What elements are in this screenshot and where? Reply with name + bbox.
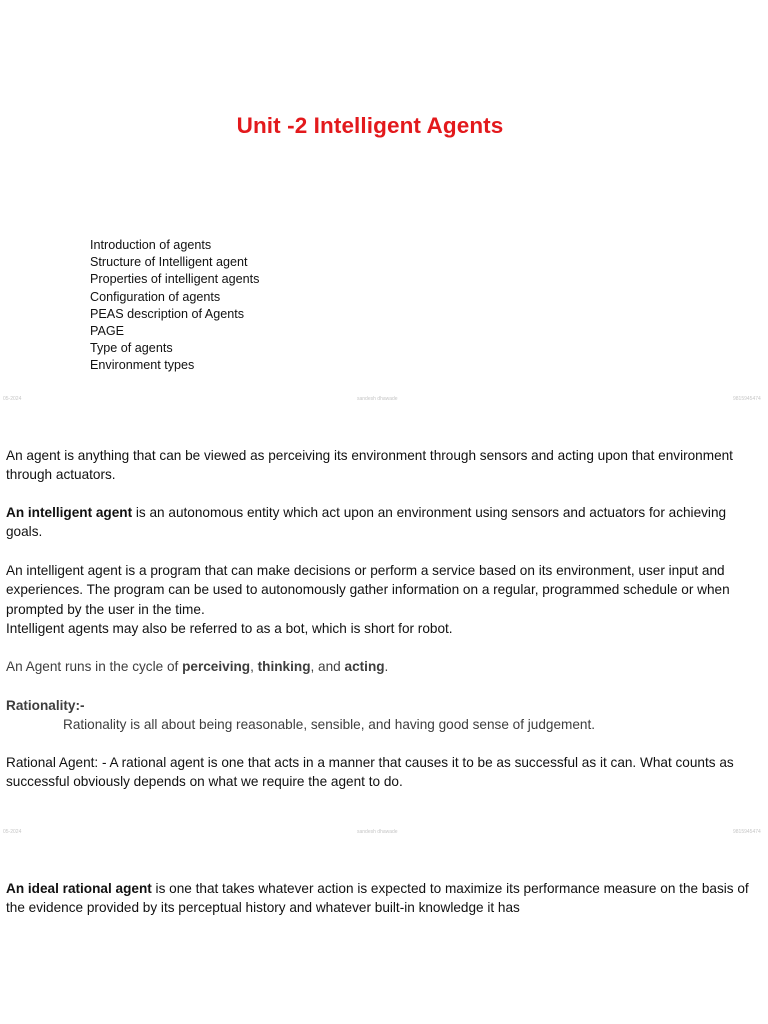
cycle-text: . — [384, 659, 389, 674]
topic-item: Properties of intelligent agents — [90, 272, 260, 287]
topic-item: PEAS description of Agents — [90, 306, 245, 321]
agent-definition: An agent is anything that can be viewed as perceiving its environment through sensors and acting upon that environment through actuators. — [6, 448, 733, 483]
paragraph-text: Intelligent agents may also be referred to as a bot, which is short for robot. — [6, 620, 453, 636]
agent-cycle — [6, 657, 750, 676]
bold-term: An ideal rational agent — [6, 881, 152, 896]
definition-text: is an autonomous entity which act upon an environment using sensors and actuators for achieving goals. — [6, 505, 727, 540]
cycle-term: acting — [344, 659, 385, 674]
rationality-text: Rationality is all about being reasonable, sensible, and having good sense of judgement. — [63, 717, 596, 732]
topic-item: PAGE — [90, 324, 125, 339]
intelligent-agent-program — [6, 561, 750, 638]
topic-item: Configuration of agents — [90, 289, 221, 304]
footer-author: sandesh dhawade — [357, 829, 398, 835]
topic-list — [90, 237, 259, 375]
cycle-text: , and — [310, 659, 345, 674]
cycle-text: , — [250, 659, 258, 674]
footer-author: sandesh dhawade — [357, 396, 398, 402]
topic-item: Structure of Intelligent agent — [90, 255, 248, 270]
topic-item: Type of agents — [90, 341, 173, 356]
cycle-term: thinking — [257, 659, 311, 674]
bold-term: An intelligent agent — [6, 505, 133, 520]
intelligent-agent-definition — [6, 503, 750, 542]
footer-date: 05-2024 — [3, 396, 22, 402]
topic-item: Environment types — [90, 358, 195, 373]
cycle-term: perceiving — [182, 659, 251, 674]
paragraph-text: An intelligent agent is a program that can make decisions or perform a service based on its environment, user input and experiences. The program can be used to autonomously gather information on a regular, programmed schedule or when prompted by the user in the time. — [6, 563, 730, 617]
cycle-text: An Agent runs in the cycle of — [6, 659, 183, 674]
topic-item: Introduction of agents — [90, 238, 212, 252]
footer-phone: 9815945474 — [733, 396, 761, 402]
heading-text: Rationality:- — [6, 698, 85, 713]
definition-text: is one that takes whatever action is expected to maximize its performance measure on the basis of the evidence provided by its perceptual history and whatever built-in knowledge it has — [6, 881, 749, 916]
footer-date: 05-2024 — [3, 829, 22, 835]
footer-phone: 9815945474 — [733, 829, 761, 835]
page-title: Unit -2 Intelligent Agents — [236, 113, 504, 138]
ideal-rational-agent-definition — [6, 879, 750, 918]
rationality-heading — [6, 696, 750, 715]
rational-agent-definition: Rational Agent: - A rational agent is one that acts in a manner that causes it to be as successful as it can. What counts as successful obviously depends on what we require the agent to do. — [6, 755, 734, 790]
